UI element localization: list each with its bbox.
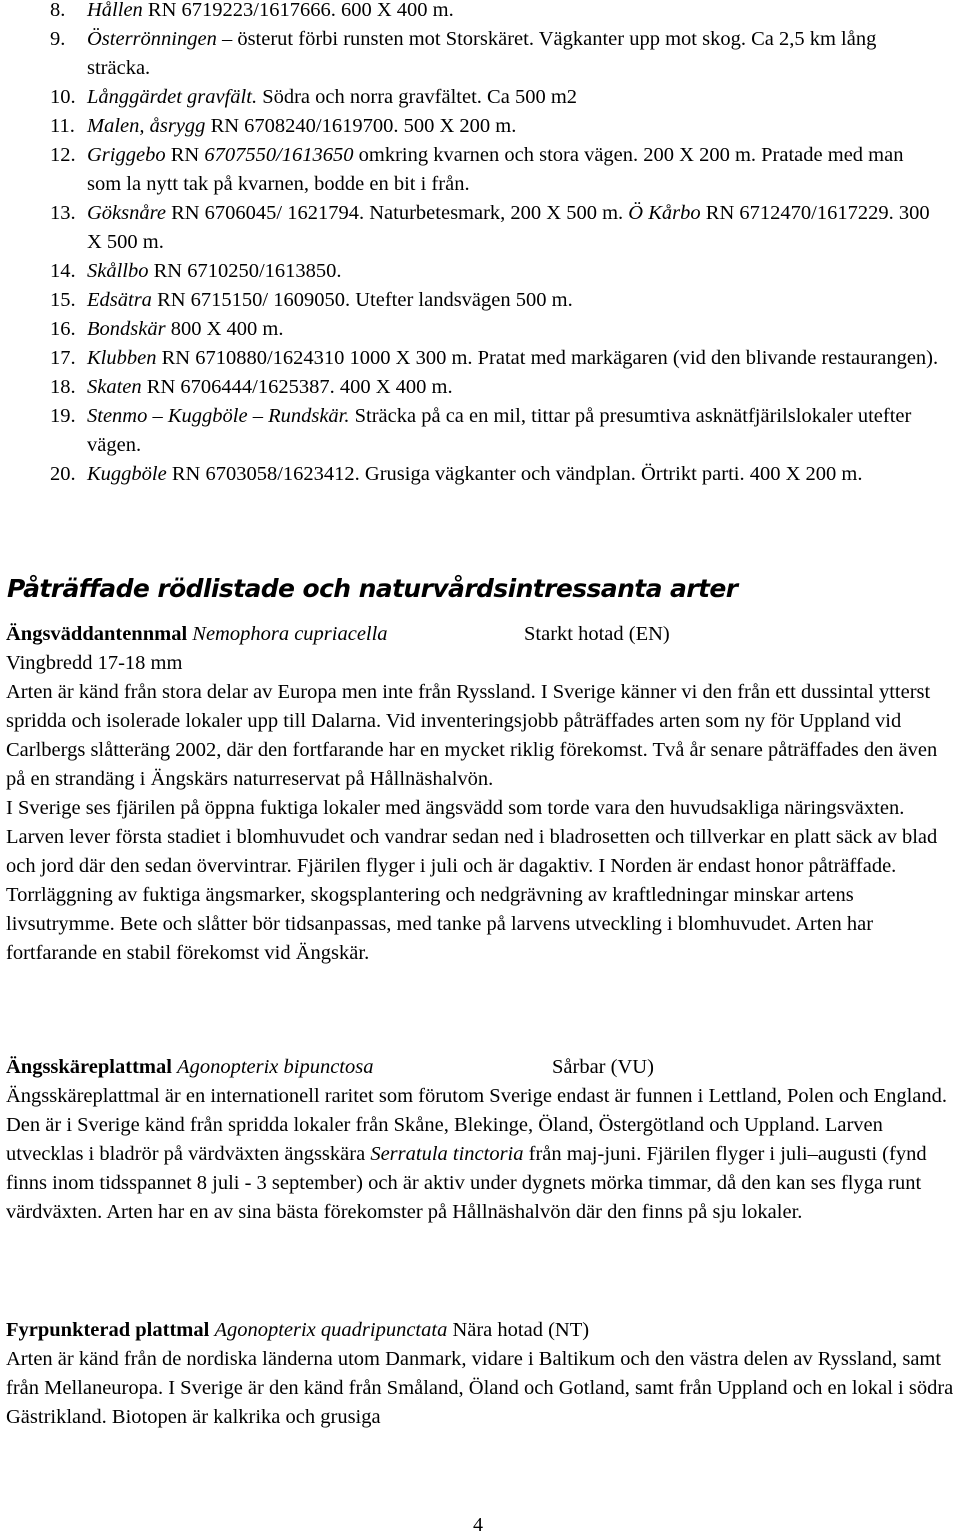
site-number: 16. (50, 318, 76, 340)
site-text (87, 0, 454, 21)
species-header (6, 1316, 956, 1345)
italic-text-run: Griggebo (87, 144, 166, 166)
site-item-12 (0, 141, 940, 199)
italic-text-run: Ö Kårbo (628, 202, 701, 224)
text-run: RN (165, 144, 205, 166)
text-run: I Sverige ses fjärilen på öppna fuktiga lokaler med ängsvädd som torde vara den huvudsakliga näringsväxten. Larven lever första stadiet i blomhuvudet och vandrar sedan ned i bladrosetten och tillverkar en platt säck av blad och jord där den sedan övervintrar. Fjärilen flyger i juli och är dagaktiv. I Norden är endast honor påträffade. (6, 797, 938, 877)
site-text (87, 115, 516, 137)
text-run: Arten är känd från stora delar av Europa men inte från Ryssland. I Sverige känner vi den från ett dussintal ytterst spridda och isolerade lokaler upp till Dalarna. Vid inventeringsjobb påträffades arten som ny för Uppland vid Carlbergs slåtteräng 2002, där den fortfarande har en mycket riklig förekomst. Två år senare påträffades den även på en strandäng i Ängskärs naturreservat på Hållnäshalvön. (6, 681, 938, 790)
species-entry-bipunctosa (6, 1053, 956, 1227)
text-run: 800 X 400 m. (165, 318, 284, 340)
site-text (87, 347, 938, 369)
species-entry-nemophora (6, 620, 956, 968)
page-number: 4 (473, 1514, 483, 1536)
site-item-9 (0, 25, 940, 83)
italic-text-run: Skållbo (87, 260, 149, 282)
site-item-10 (0, 83, 940, 112)
site-text (87, 405, 911, 456)
italic-text-run: Klubben (87, 347, 157, 369)
italic-text-run: Serratula tinctoria (370, 1143, 524, 1165)
species-paragraph (6, 794, 956, 881)
species-paragraph (6, 1345, 956, 1432)
site-item-17 (0, 344, 940, 373)
site-number: 11. (50, 115, 75, 137)
redlist-status: Sårbar (VU) (552, 1056, 654, 1078)
species-entry-quadripunctata (6, 1316, 956, 1432)
site-list (0, 0, 940, 489)
site-text (87, 28, 876, 79)
italic-text-run: Bondskär (87, 318, 166, 340)
italic-text-run: Hållen (87, 0, 143, 21)
redlist-status: Starkt hotad (EN) (524, 623, 670, 645)
text-run: RN 6706444/1625387. 400 X 400 m. (141, 376, 453, 398)
italic-text-run: Kuggböle (87, 463, 167, 485)
site-number: 9. (50, 28, 66, 50)
site-number: 15. (50, 289, 76, 311)
section-heading: Påträffade rödlistade och naturvårdsintressanta arter (7, 574, 738, 603)
text-run: RN 6710250/1613850. (148, 260, 342, 282)
text-run: Södra och norra gravfältet. Ca 500 m2 (257, 86, 578, 108)
italic-text-run: Stenmo – Kuggböle – Rundskär. (87, 405, 350, 427)
site-item-13 (0, 199, 940, 257)
redlist-status: Nära hotad (NT) (452, 1319, 590, 1341)
species-common-name: Ängsväddantennmal (6, 623, 188, 645)
text-run: RN 6710880/1624310 1000 X 300 m. Pratat med markägaren (vid den blivande restaurangen). (156, 347, 939, 369)
species-common-name: Ängsskäreplattmal (6, 1056, 172, 1078)
site-text (87, 376, 453, 398)
text-run: – österut förbi runsten mot Storskäret. Vägkanter upp mot skog. Ca 2,5 km lång sträcka. (87, 28, 877, 79)
site-number: 12. (50, 144, 76, 166)
site-number: 18. (50, 376, 76, 398)
site-item-20 (0, 460, 940, 489)
text-run: RN 6715150/ 1609050. Utefter landsvägen 500 m. (151, 289, 573, 311)
text-run: RN 6719223/1617666. 600 X 400 m. (142, 0, 454, 21)
site-text (87, 202, 930, 253)
site-text (87, 318, 283, 340)
site-item-8 (0, 0, 940, 25)
site-item-15 (0, 286, 940, 315)
site-number: 19. (50, 405, 76, 427)
species-common-name: Fyrpunkterad plattmal (6, 1319, 210, 1341)
site-item-11 (0, 112, 940, 141)
site-text (87, 463, 862, 485)
italic-text-run: Göksnåre (87, 202, 166, 224)
text-run: Vingbredd 17-18 mm (6, 652, 183, 674)
site-item-14 (0, 257, 940, 286)
italic-text-run: Långgärdet gravfält. (87, 86, 258, 108)
italic-text-run: Österrönningen (87, 28, 217, 50)
species-latin-name: Agonopterix bipunctosa (177, 1056, 374, 1078)
species-latin-name: Agonopterix quadripunctata (214, 1319, 448, 1341)
text-run: Torrläggning av fuktiga ängsmarker, skogsplantering och nedgrävning av kraftledningar minskar artens livsutrymme. Bete och slåtter bör tidsanpassas, med tanke på larvens utveckling i blomhuvudet. Arten har fortfarande en stabil förekomst vid Ängskär. (6, 884, 874, 964)
text-run: RN 6708240/1619700. 500 X 200 m. (205, 115, 517, 137)
site-text (87, 289, 573, 311)
text-run: Arten är känd från de nordiska länderna utom Danmark, vidare i Baltikum och den västra delen av Ryssland, samt från Mellaneuropa. I Sverige är den känd från Småland, Öland och Gotland, samt från Uppland och en lokal i södra Gästrikland. Biotopen är kalkrika och grusiga (6, 1348, 954, 1428)
text-run: från maj-juni. Fjärilen flyger i juli–augusti (fynd finns inom tidsspannet 8 juli - 3 september) och är aktiv under dygnets mörka timmar, då den kan ses flyga runt värdväxten. Arten har en av sina bästa förekomster på Hållnäshalvön där den finns på sju lokaler. (6, 1143, 927, 1223)
italic-text-run: 6707550/1613650 (204, 144, 354, 166)
italic-text-run: Skaten (87, 376, 142, 398)
text-run: RN 6706045/ 1621794. Naturbetesmark, 200 X 500 m. (165, 202, 629, 224)
site-number: 8. (50, 0, 66, 21)
site-number: 14. (50, 260, 76, 282)
site-number: 13. (50, 202, 76, 224)
site-item-18 (0, 373, 940, 402)
site-item-19 (0, 402, 940, 460)
site-text (87, 260, 342, 282)
text-run: omkring kvarnen och stora vägen. 200 X 200 m. Pratade med man som la nytt tak på kvarnen, bodde en bit i från. (87, 144, 904, 195)
site-number: 17. (50, 347, 76, 369)
site-number: 10. (50, 86, 76, 108)
species-paragraph (6, 1082, 956, 1227)
site-text (87, 86, 577, 108)
italic-text-run: Malen, åsrygg (87, 115, 206, 137)
site-text (87, 144, 903, 195)
site-item-16 (0, 315, 940, 344)
italic-text-run: Edsätra (87, 289, 152, 311)
site-number: 20. (50, 463, 76, 485)
species-latin-name: Nemophora cupriacella (192, 623, 388, 645)
species-paragraph (6, 678, 956, 794)
text-run: RN 6703058/1623412. Grusiga vägkanter och vändplan. Örtrikt parti. 400 X 200 m. (166, 463, 863, 485)
species-header (6, 1053, 956, 1082)
text-run: RN 6712470/1617229. 300 X 500 m. (87, 202, 930, 253)
text-run: Sträcka på ca en mil, tittar på presumtiva asknätfjärilslokaler utefter vägen. (87, 405, 912, 456)
species-paragraph (6, 649, 956, 678)
species-paragraph (6, 881, 956, 968)
species-header (6, 620, 956, 649)
text-run: Ängsskäreplattmal är en internationell raritet som förutom Sverige endast är funnen i Lettland, Polen och England. Den är i Sverige känd från spridda lokaler från Skåne, Blekinge, Öland, Östergötland och Uppland. Larven utvecklas i bladrör på värdväxten ängsskära (6, 1085, 948, 1165)
